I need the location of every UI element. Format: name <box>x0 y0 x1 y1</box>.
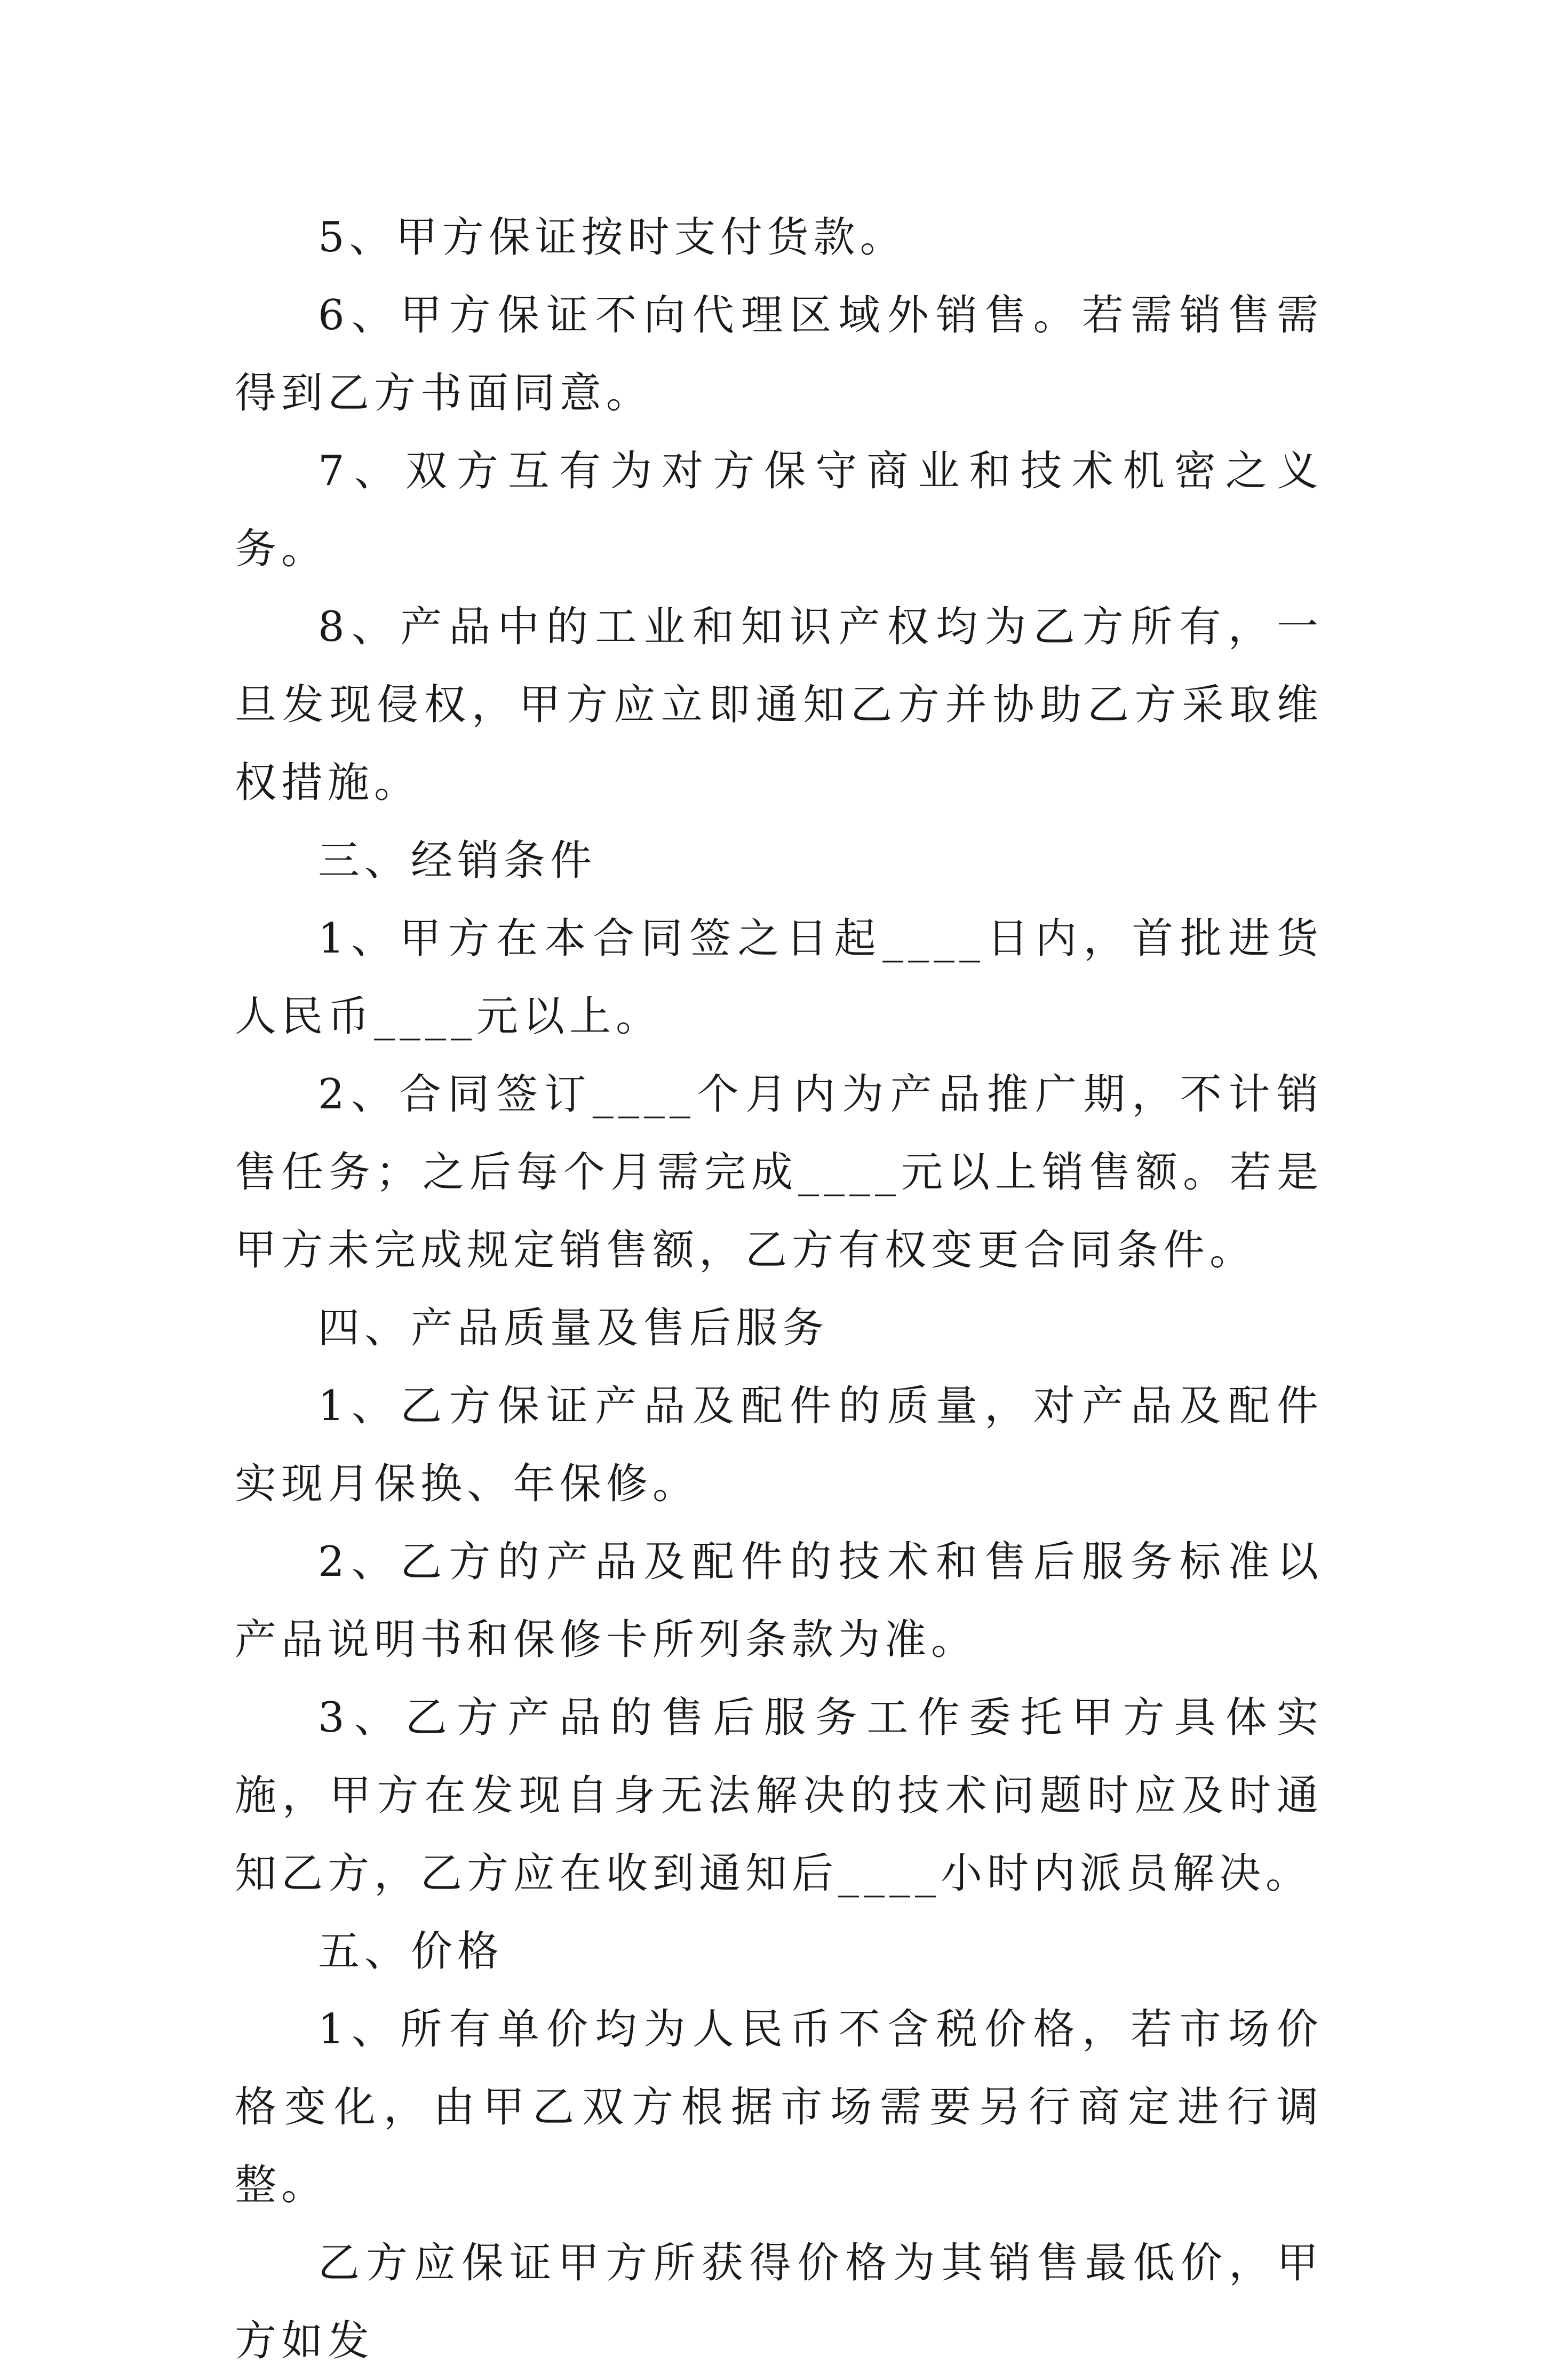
clause-paragraph: 6、甲方保证不向代理区域外销售。若需销售需得到乙方书面同意。 <box>235 291 1323 417</box>
clause-paragraph: 7、双方互有为对方保守商业和技术机密之义务。 <box>235 447 1323 573</box>
clause-paragraph: 3、乙方产品的售后服务工作委托甲方具体实施，甲方在发现自身无法解决的技术问题时应及时通知乙方，乙方应在收到通知后____小时内派员解决。 <box>235 1694 1323 1898</box>
clause-paragraph: 5、甲方保证按时支付货款。 <box>318 213 906 261</box>
section-heading: 五、价格 <box>318 1927 504 1976</box>
clause-paragraph: 1、乙方保证产品及配件的质量，对产品及配件实现月保换、年保修。 <box>235 1382 1323 1508</box>
clause-paragraph: 2、合同签订____个月内为产品推广期，不计销售任务；之后每个月需完成____元以上销售额。若是甲方未完成规定销售额，乙方有权变更合同条件。 <box>235 1070 1323 1274</box>
section-heading: 四、产品质量及售后服务 <box>318 1304 829 1352</box>
section-heading: 三、经销条件 <box>318 837 597 885</box>
clause-paragraph: 8、产品中的工业和知识产权均为乙方所有，一旦发现侵权，甲方应立即通知乙方并协助乙方采取维权措施。 <box>235 603 1323 807</box>
clause-paragraph: 1、所有单价均为人民币不含税价格，若市场价格变化，由甲乙双方根据市场需要另行商定进行调整。 <box>235 2005 1323 2209</box>
clause-paragraph: 1、甲方在本合同签之日起____日内，首批进货人民币____元以上。 <box>235 915 1323 1041</box>
clause-paragraph: 2、乙方的产品及配件的技术和售后服务标准以产品说明书和保修卡所列条款为准。 <box>235 1538 1323 1664</box>
document-body <box>235 199 1323 2380</box>
clause-paragraph: 乙方应保证甲方所获得价格为其销售最低价，甲方如发 <box>235 2239 1323 2365</box>
